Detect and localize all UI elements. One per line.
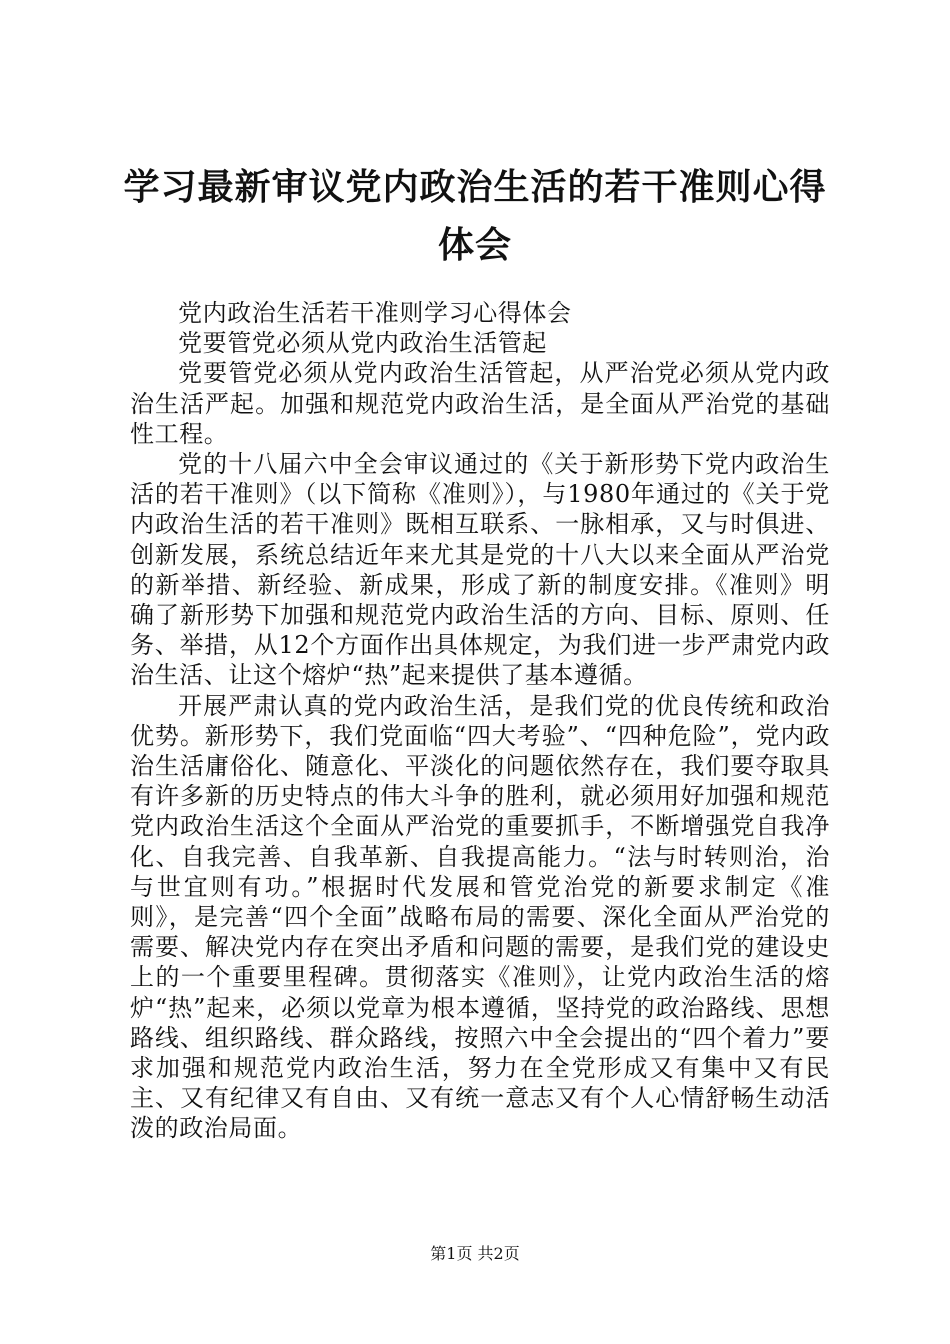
page-footer: [0, 1244, 950, 1264]
paragraph-subtitle: 党内政治生活若干准则学习心得体会: [178, 299, 572, 327]
paragraph: 党的十八届六中全会审议通过的《关于新形势下党内政治生活的若干准则》（以下简称《准则》），与1980年通过的《关于党内政治生活的若干准则》既相互联系、一脉相承，又与时俱进、创新发展，系统总结近年来尤其是党的十八大以来全面从严治党的新举措、新经验、新成果，形成了新的制度安排。《准则》明确了新形势下加强和规范党内政治生活的方向、目标、原则、任务、举措，从12个方面作出具体规定，为我们进一步严肃党内政治生活、让这个熔炉“热”起来提供了基本遵循。: [130, 450, 830, 690]
paragraph: 党要管党必须从党内政治生活管起，从严治党必须从党内政治生活严起。加强和规范党内政治生活，是全面从严治党的基础性工程。: [130, 359, 830, 448]
paragraph-heading: 党要管党必须从党内政治生活管起: [178, 329, 547, 358]
document-title: 学习最新审议党内政治生活的若干准则心得体会: [123, 166, 827, 266]
paragraph: 开展严肃认真的党内政治生活，是我们党的优良传统和政治优势。新形势下，我们党面临“四大考验”、“四种危险”，党内政治生活庸俗化、随意化、平淡化的问题依然存在，我们要夺取具有许多新的历史特点的伟大斗争的胜利，就必须用好加强和规范党内政治生活这个全面从严治党的重要抓手，不断增强党自我净化、自我完善、自我革新、自我提高能力。“法与时转则治，治与世宜则有功。”根据时代发展和管党治党的新要求制定《准则》，是完善“四个全面”战略布局的需要、深化全面从严治党的需要、解决党内存在突出矛盾和问题的需要，是我们党的建设史上的一个重要里程碑。贯彻落实《准则》，让党内政治生活的熔炉“热”起来，必须以党章为根本遵循，坚持党的政治路线、思想路线、组织路线、群众路线，按照六中全会提出的“四个着力”要求加强和规范党内政治生活，努力在全党形成又有集中又有民主、又有纪律又有自由、又有统一意志又有个人心情舒畅生动活泼的政治局面。: [130, 691, 830, 1143]
document-body: [130, 298, 830, 1144]
page-indicator: 第1页 共2页: [430, 1244, 520, 1263]
